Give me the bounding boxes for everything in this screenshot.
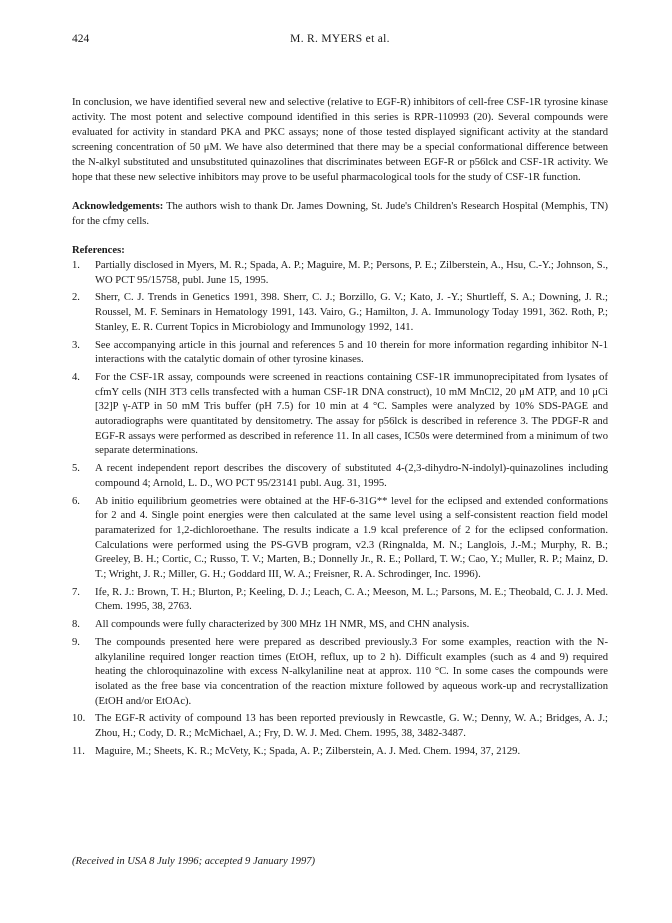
references-list xyxy=(72,259,608,760)
reference-item xyxy=(72,745,608,760)
reference-text: Ife, R. J.: Brown, T. H.; Blurton, P.; Keeling, D. J.; Leach, C. A.; Meeson, M. L.; Parsons, M. E.; Theobald, C. J. J. Med. Chem. 1995, 38, 2763. xyxy=(95,586,608,613)
reference-text: Partially disclosed in Myers, M. R.; Spada, A. P.; Maguire, M. P.; Persons, P. E.; Zilberstein, A., Hsu, C.-Y.; Johnson, S., WO PCT 95/15758, publ. June 15, 1995. xyxy=(95,260,608,286)
reference-text: A recent independent report describes the discovery of substituted 4-(2,3-dihydro-N-indolyl)-quinazolines including compound 4; Arnold, L. D., WO PCT 95/23141 publ. Aug. 31, 1995. xyxy=(95,463,608,489)
reference-number: 11. xyxy=(72,745,85,757)
reference-item xyxy=(72,712,608,741)
acknowledgements-paragraph xyxy=(72,199,608,229)
acknowledgements-label: Acknowledgements: xyxy=(72,201,164,212)
page-header xyxy=(72,33,608,49)
reference-number: 9. xyxy=(72,636,80,648)
reference-number: 5. xyxy=(72,463,80,475)
reference-text: Maguire, M.; Sheets, K. R.; McVety, K.; Spada, A. P.; Zilberstein, A. J. Med. Chem. 1994, 37, 2129. xyxy=(95,745,521,757)
reference-text: See accompanying article in this journal and references 5 and 10 therein for more information regarding inhibitor N-1 interactions with the catalytic domain of other tyrosine kinases. xyxy=(95,339,608,366)
reference-item xyxy=(72,618,608,633)
received-dates: (Received in USA 8 July 1996; accepted 9 January 1997) xyxy=(72,856,316,867)
reference-item xyxy=(72,259,608,288)
reference-number: 4. xyxy=(72,371,80,383)
reference-text: All compounds were fully characterized by 300 MHz 1H NMR, MS, and CHN analysis. xyxy=(95,619,470,631)
reference-item xyxy=(72,291,608,335)
references-section xyxy=(72,243,608,760)
reference-number: 7. xyxy=(72,586,80,598)
article-body xyxy=(72,95,608,763)
page-number: 424 xyxy=(72,33,90,45)
reference-item xyxy=(72,371,608,459)
reference-number: 2. xyxy=(72,292,80,304)
reference-number: 6. xyxy=(72,495,80,507)
reference-item xyxy=(72,636,608,710)
reference-text: The compounds presented here were prepared as described previously.3 For some examples, reaction with the N-alkylaniline required longer reaction times (EtOH, reflux, up to 2 h). Difficult examples (such as 4 and 9) required heating the chloroquinazoline with excess N-alkylaniline neat at approx. 110 °C. In some cases the compounds were isolated as the free base via concentration of the reaction mixture followed by aqueous work-up and recrystallization (EtOH and/or EtOAc). xyxy=(95,636,608,707)
acknowledgements-text: The authors wish to thank Dr. James Downing, St. Jude's Children's Research Hospital (Memphis, TN) for the cfmy cells. xyxy=(72,201,608,227)
reference-text: For the CSF-1R assay, compounds were screened in reactions containing CSF-1R immunoprecipitated from lysates of cfmY cells (NIH 3T3 cells transfected with a human CSF-1R DNA construct), 10 mM MnCl2, 20 μM ATP, and 10 μCi [32]P γ-ATP in 50 mM Tris buffer (pH 7.5) for 10 min at 4 °C. Samples were analyzed by 10% SDS-PAGE and autoradiographs were quantitated by densitometry. The assay for p56lck is described in reference 3. The PDGF-R and EGF-R assays were performed as described in reference 11. In all cases, IC50s were determined from a minimum of two separate determinations. xyxy=(95,371,608,457)
reference-item xyxy=(72,495,608,583)
reference-item xyxy=(72,586,608,615)
conclusion-paragraph: In conclusion, we have identified several new and selective (relative to EGF-R) inhibitors of cell-free CSF-1R tyrosine kinase activity. The most potent and selective compound identified in this series is RPR-110993 (20). Several compounds were evaluated for activity in standard PKA and PKC assays; none of those tested displayed significant activity at the standard screening concentration of 50 μM. We have also determined that there may be a special conformational difference between the N-alkyl substituted and unsubstituted quinazolines that discriminates between EGF-R or p56lck and CSF-1R activity. We hope that these new selective inhibitors may prove to be useful pharmacological tools for the study of CSF-1R function. xyxy=(72,97,608,183)
reference-number: 3. xyxy=(72,339,80,351)
reference-text: Sherr, C. J. Trends in Genetics 1991, 398. Sherr, C. J.; Borzillo, G. V.; Kato, J. -Y.; Shurtleff, S. A.; Downing, J. R.; Roussel, M. F. Seminars in Hematology 1991, 143. Vairo, G.; Hamilton, J. A. Immunology Today 1991, 362. Roth, P.; Stanley, E. R. Current Topics in Microbiology and Immunology 1992, 141. xyxy=(95,292,608,333)
reference-text: Ab initio equilibrium geometries were obtained at the HF-6-31G** level for the eclipsed and extended conformations for 2 and 4. Single point energies were then calculated at the same level using a self-consistent reaction field model paramaterized for 1,2-dichloroethane. The results indicate a 1.9 kcal preference of 2 for the eclipsed conformation. Calculations were performed using the PS-GVB program, v2.3 (Ringnalda, M. N.; Langlois, J.-M.; Murphy, R. B.; Greeley, B. H.; Cortic, C.; Russo, T. V.; Marten, B.; Donnelly Jr., R. E.; Pollard, T. W.; Cao, Y.; Muller, R. P.; Mainz, D. T.; Wright, J. R.; Miller, G. H.; Goddard III, W. A.; Freisner, R. A. Schrodinger, Inc. 1996). xyxy=(95,495,608,581)
reference-item xyxy=(72,462,608,491)
reference-number: 1. xyxy=(72,260,80,271)
references-heading: References: xyxy=(72,245,125,256)
reference-number: 10. xyxy=(72,713,86,725)
reference-number: 8. xyxy=(72,619,80,631)
reference-text: The EGF-R activity of compound 13 has been reported previously in Rewcastle, G. W.; Denny, W. A.; Bridges, A. J.; Zhou, H.; Cody, D. R.; McMichael, A.; Fry, D. W. J. Med. Chem. 1995, 38, 3482-3487. xyxy=(95,713,608,740)
running-head: M. R. MYERS et al. xyxy=(290,33,390,45)
reference-item xyxy=(72,339,608,368)
